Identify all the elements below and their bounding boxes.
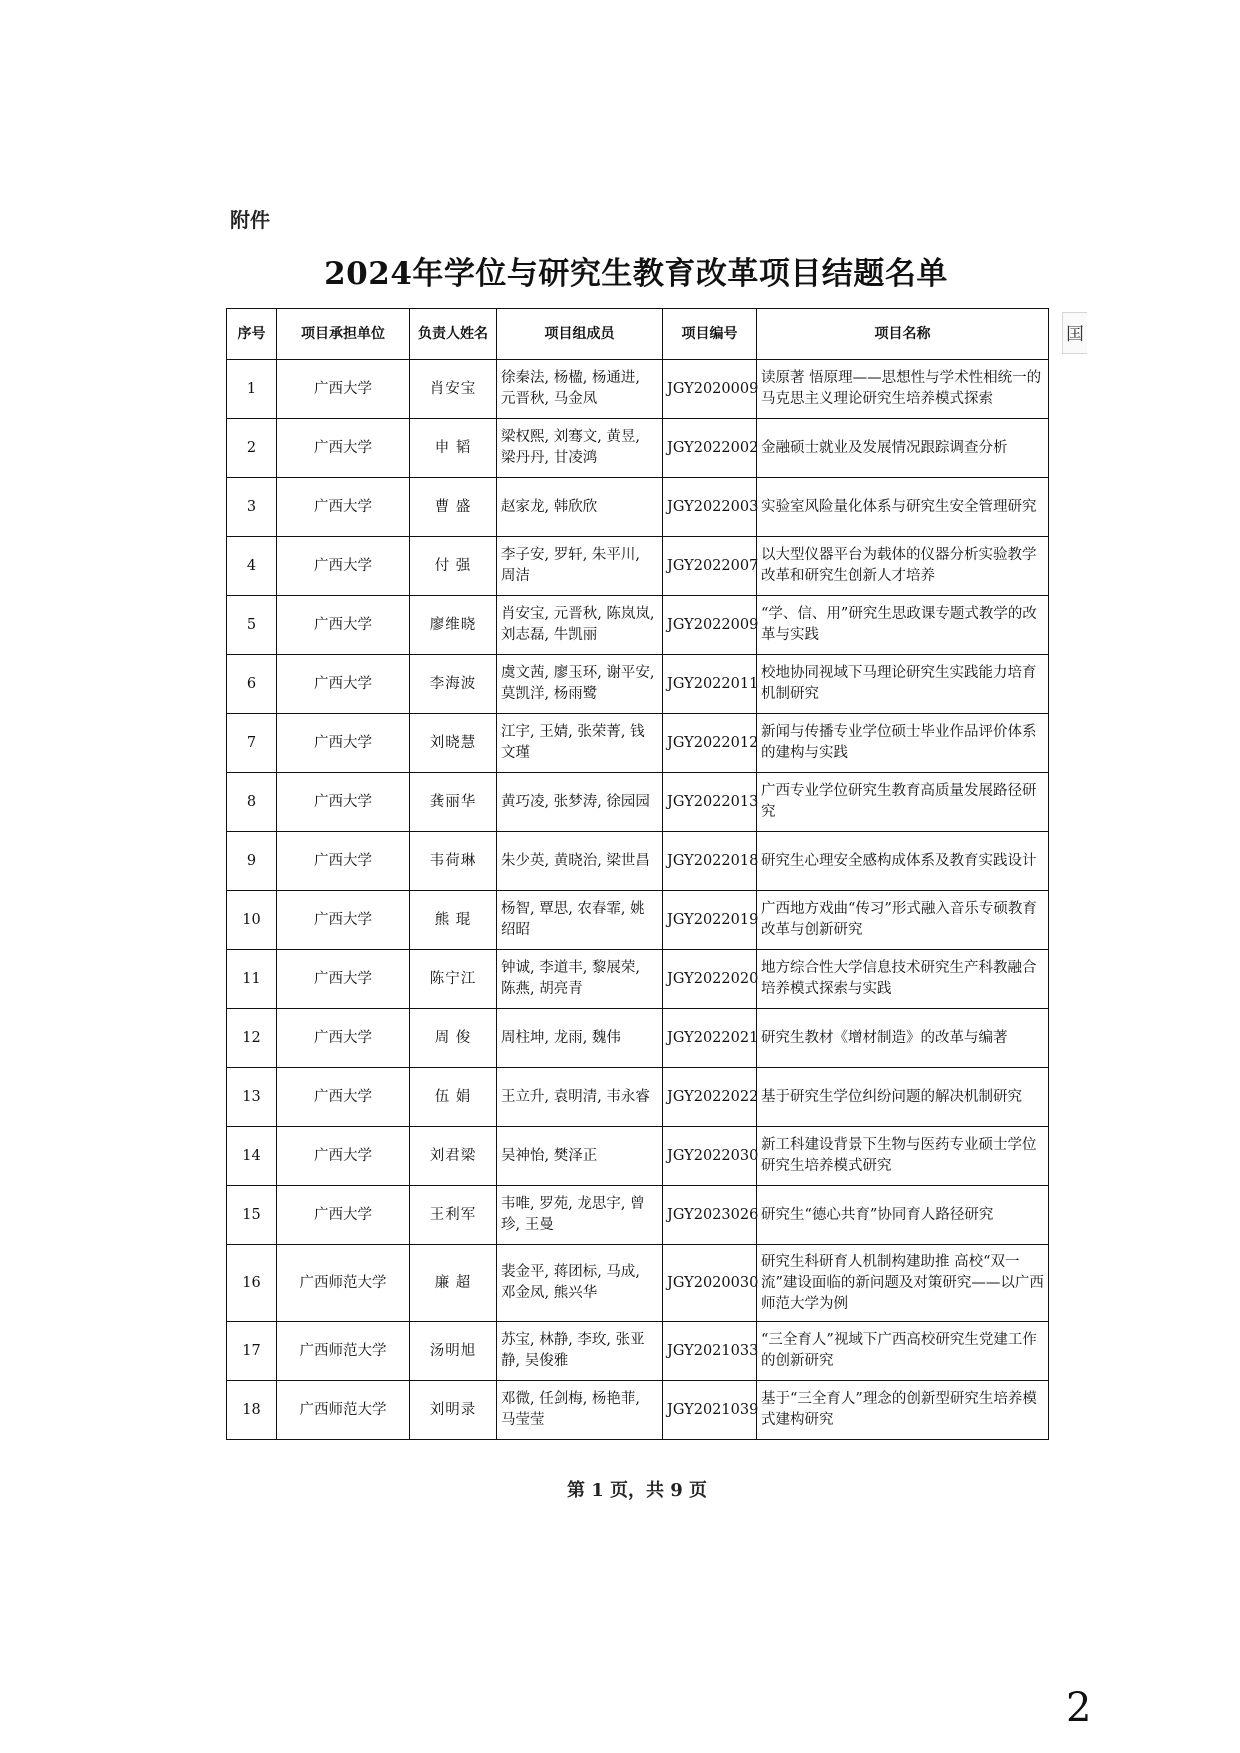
table-row bbox=[227, 1322, 1049, 1381]
table-row bbox=[227, 1009, 1049, 1068]
table-row bbox=[227, 596, 1049, 655]
cell-leader: 陈宁江 bbox=[410, 950, 497, 1009]
cell-code: JGY2022018 bbox=[663, 832, 757, 891]
cell-members: 梁权熙, 刘骞文, 黄昱, 梁丹丹, 甘凌鸿 bbox=[497, 419, 663, 478]
cell-no: 4 bbox=[227, 537, 277, 596]
cell-unit: 广西大学 bbox=[277, 655, 410, 714]
cell-project-name: 广西地方戏曲“传习”形式融入音乐专硕教育改革与创新研究 bbox=[757, 891, 1049, 950]
cell-unit: 广西大学 bbox=[277, 1186, 410, 1245]
cell-members: 虞文茜, 廖玉环, 谢平安, 莫凯洋, 杨雨鹭 bbox=[497, 655, 663, 714]
cell-members: 赵家龙, 韩欣欣 bbox=[497, 478, 663, 537]
cell-no: 12 bbox=[227, 1009, 277, 1068]
cell-unit: 广西大学 bbox=[277, 1127, 410, 1186]
table-row bbox=[227, 773, 1049, 832]
table-row bbox=[227, 832, 1049, 891]
cell-no: 18 bbox=[227, 1381, 277, 1440]
cell-project-name: 以大型仪器平台为载体的仪器分析实验教学改革和研究生创新人才培养 bbox=[757, 537, 1049, 596]
table-header-row bbox=[227, 309, 1049, 360]
cell-leader: 龚丽华 bbox=[410, 773, 497, 832]
cell-unit: 广西大学 bbox=[277, 478, 410, 537]
cell-code: JGY2022021 bbox=[663, 1009, 757, 1068]
cell-unit: 广西大学 bbox=[277, 419, 410, 478]
table-row bbox=[227, 1186, 1049, 1245]
cell-no: 2 bbox=[227, 419, 277, 478]
cell-unit: 广西大学 bbox=[277, 360, 410, 419]
cell-no: 14 bbox=[227, 1127, 277, 1186]
cell-unit: 广西大学 bbox=[277, 596, 410, 655]
cell-no: 10 bbox=[227, 891, 277, 950]
table-row bbox=[227, 419, 1049, 478]
cell-members: 王立升, 袁明清, 韦永睿 bbox=[497, 1068, 663, 1127]
cell-members: 吴神怡, 樊泽正 bbox=[497, 1127, 663, 1186]
table-row bbox=[227, 714, 1049, 773]
table-row bbox=[227, 360, 1049, 419]
cell-project-name: 新闻与传播专业学位硕士毕业作品评价体系的建构与实践 bbox=[757, 714, 1049, 773]
cell-leader: 李海波 bbox=[410, 655, 497, 714]
cell-unit: 广西大学 bbox=[277, 950, 410, 1009]
cell-code: JGY2022022 bbox=[663, 1068, 757, 1127]
cell-project-name: 新工科建设背景下生物与医药专业硕士学位研究生培养模式研究 bbox=[757, 1127, 1049, 1186]
cell-leader: 廉 超 bbox=[410, 1245, 497, 1322]
cell-leader: 申 韬 bbox=[410, 419, 497, 478]
cell-members: 韦唯, 罗苑, 龙思宇, 曾珍, 王曼 bbox=[497, 1186, 663, 1245]
cell-members: 黄巧凌, 张梦涛, 徐园园 bbox=[497, 773, 663, 832]
cell-project-name: 研究生心理安全感构成体系及教育实践设计 bbox=[757, 832, 1049, 891]
cell-members: 徐秦法, 杨楹, 杨通进, 元晋秋, 马金凤 bbox=[497, 360, 663, 419]
table-row bbox=[227, 655, 1049, 714]
cell-project-name: 研究生科研育人机制构建助推 高校“双一流”建设面临的新问题及对策研究——以广西师范大学为例 bbox=[757, 1245, 1049, 1322]
cell-no: 6 bbox=[227, 655, 277, 714]
cell-no: 11 bbox=[227, 950, 277, 1009]
cell-project-name: 校地协同视域下马理论研究生实践能力培育机制研究 bbox=[757, 655, 1049, 714]
cell-code: JGY2020030 bbox=[663, 1245, 757, 1322]
header-members: 项目组成员 bbox=[497, 309, 663, 360]
cell-no: 9 bbox=[227, 832, 277, 891]
header-name: 项目名称 bbox=[757, 309, 1049, 360]
cell-project-name: 广西专业学位研究生教育高质量发展路径研究 bbox=[757, 773, 1049, 832]
cell-members: 裴金平, 蒋团标, 马成, 邓金凤, 熊兴华 bbox=[497, 1245, 663, 1322]
cell-no: 7 bbox=[227, 714, 277, 773]
cell-unit: 广西大学 bbox=[277, 1009, 410, 1068]
cell-unit: 广西大学 bbox=[277, 832, 410, 891]
cell-unit: 广西师范大学 bbox=[277, 1245, 410, 1322]
cell-members: 江宇, 王婧, 张荣菁, 钱文瑾 bbox=[497, 714, 663, 773]
table-row bbox=[227, 1245, 1049, 1322]
cell-project-name: 基于研究生学位纠纷问题的解决机制研究 bbox=[757, 1068, 1049, 1127]
cell-members: 苏宝, 林静, 李玫, 张亚静, 吴俊雅 bbox=[497, 1322, 663, 1381]
cell-members: 周柱坤, 龙雨, 魏伟 bbox=[497, 1009, 663, 1068]
cell-no: 15 bbox=[227, 1186, 277, 1245]
cell-project-name: 研究生教材《增材制造》的改革与编著 bbox=[757, 1009, 1049, 1068]
cell-unit: 广西大学 bbox=[277, 773, 410, 832]
project-list-table bbox=[226, 308, 1049, 1440]
cell-leader: 熊 琨 bbox=[410, 891, 497, 950]
cell-leader: 刘晓慧 bbox=[410, 714, 497, 773]
cell-code: JGY2022030 bbox=[663, 1127, 757, 1186]
cell-members: 朱少英, 黄晓治, 梁世昌 bbox=[497, 832, 663, 891]
cell-leader: 汤明旭 bbox=[410, 1322, 497, 1381]
header-leader: 负责人姓名 bbox=[410, 309, 497, 360]
table-row bbox=[227, 950, 1049, 1009]
cell-code: JGY2022011 bbox=[663, 655, 757, 714]
cell-no: 8 bbox=[227, 773, 277, 832]
cell-unit: 广西大学 bbox=[277, 891, 410, 950]
table-tool-icon[interactable] bbox=[1062, 312, 1087, 354]
cell-members: 肖安宝, 元晋秋, 陈岚岚, 刘志磊, 牛凯丽 bbox=[497, 596, 663, 655]
cell-members: 邓微, 任剑梅, 杨艳菲, 马莹莹 bbox=[497, 1381, 663, 1440]
cell-unit: 广西师范大学 bbox=[277, 1381, 410, 1440]
attachment-label: 附件 bbox=[230, 208, 270, 232]
cell-no: 1 bbox=[227, 360, 277, 419]
cell-leader: 伍 娟 bbox=[410, 1068, 497, 1127]
cell-unit: 广西大学 bbox=[277, 1068, 410, 1127]
cell-leader: 廖维晓 bbox=[410, 596, 497, 655]
header-unit: 项目承担单位 bbox=[277, 309, 410, 360]
cell-code: JGY2021039 bbox=[663, 1381, 757, 1440]
cell-unit: 广西大学 bbox=[277, 537, 410, 596]
cell-no: 3 bbox=[227, 478, 277, 537]
page-number: 2 bbox=[1066, 1685, 1092, 1731]
table-row bbox=[227, 478, 1049, 537]
cell-project-name: 实验室风险量化体系与研究生安全管理研究 bbox=[757, 478, 1049, 537]
cell-leader: 周 俊 bbox=[410, 1009, 497, 1068]
cell-code: JGY2021033 bbox=[663, 1322, 757, 1381]
cell-code: JGY2022009 bbox=[663, 596, 757, 655]
cell-leader: 王利军 bbox=[410, 1186, 497, 1245]
cell-no: 16 bbox=[227, 1245, 277, 1322]
cell-project-name: “学、信、用”研究生思政课专题式教学的改革与实践 bbox=[757, 596, 1049, 655]
cell-project-name: 研究生“德心共育”协同育人路径研究 bbox=[757, 1186, 1049, 1245]
cell-code: JGY2023026 bbox=[663, 1186, 757, 1245]
document-title: 2024年学位与研究生教育改革项目结题名单 bbox=[324, 256, 948, 292]
cell-unit: 广西师范大学 bbox=[277, 1322, 410, 1381]
cell-leader: 付 强 bbox=[410, 537, 497, 596]
cell-leader: 刘明录 bbox=[410, 1381, 497, 1440]
cell-code: JGY2022002 bbox=[663, 419, 757, 478]
table-row bbox=[227, 537, 1049, 596]
table-row bbox=[227, 891, 1049, 950]
cell-no: 13 bbox=[227, 1068, 277, 1127]
table-row bbox=[227, 1127, 1049, 1186]
cell-unit: 广西大学 bbox=[277, 714, 410, 773]
cell-code: JGY2022012 bbox=[663, 714, 757, 773]
cell-code: JGY2022020 bbox=[663, 950, 757, 1009]
cell-members: 李子安, 罗轩, 朱平川, 周洁 bbox=[497, 537, 663, 596]
cell-members: 钟诚, 李道丰, 黎展荣, 陈燕, 胡亮青 bbox=[497, 950, 663, 1009]
cell-code: JGY2022003 bbox=[663, 478, 757, 537]
cell-project-name: 地方综合性大学信息技术研究生产科教融合培养模式探索与实践 bbox=[757, 950, 1049, 1009]
cell-code: JGY2022013 bbox=[663, 773, 757, 832]
cell-leader: 曹 盛 bbox=[410, 478, 497, 537]
cell-project-name: “三全育人”视域下广西高校研究生党建工作的创新研究 bbox=[757, 1322, 1049, 1381]
cell-project-name: 读原著 悟原理——思想性与学术性相统一的马克思主义理论研究生培养模式探索 bbox=[757, 360, 1049, 419]
cell-leader: 韦荷琳 bbox=[410, 832, 497, 891]
cell-code: JGY2022007 bbox=[663, 537, 757, 596]
page-footer: 第 1 页，共 9 页 bbox=[566, 1480, 708, 1501]
cell-leader: 刘君梁 bbox=[410, 1127, 497, 1186]
header-no: 序号 bbox=[227, 309, 277, 360]
cell-code: JGY2022019 bbox=[663, 891, 757, 950]
header-code: 项目编号 bbox=[663, 309, 757, 360]
cell-leader: 肖安宝 bbox=[410, 360, 497, 419]
cell-no: 5 bbox=[227, 596, 277, 655]
cell-project-name: 金融硕士就业及发展情况跟踪调查分析 bbox=[757, 419, 1049, 478]
cell-no: 17 bbox=[227, 1322, 277, 1381]
table-row bbox=[227, 1381, 1049, 1440]
cell-code: JGY2020009 bbox=[663, 360, 757, 419]
table-tool-glyph: 囯 bbox=[1066, 324, 1084, 345]
cell-members: 杨智, 覃思, 农春霏, 姚绍昭 bbox=[497, 891, 663, 950]
cell-project-name: 基于“三全育人”理念的创新型研究生培养模式建构研究 bbox=[757, 1381, 1049, 1440]
table-row bbox=[227, 1068, 1049, 1127]
